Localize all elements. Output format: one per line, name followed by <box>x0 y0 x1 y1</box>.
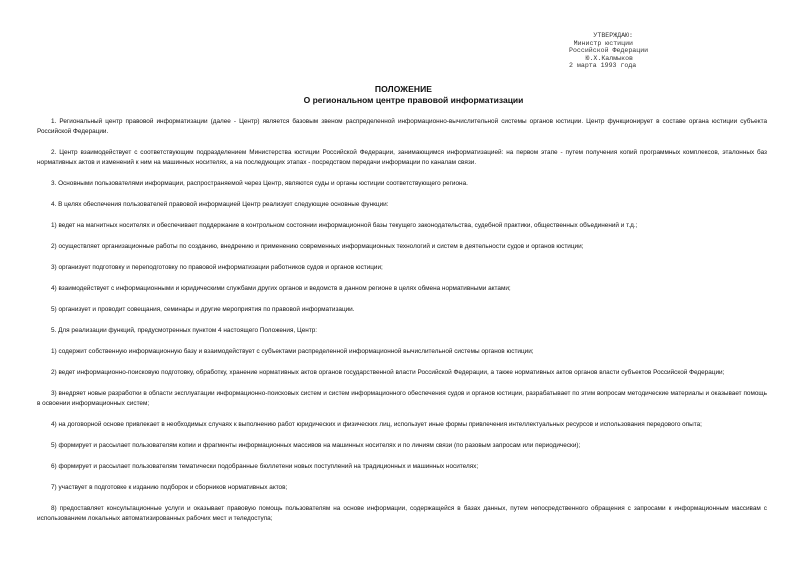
paragraph: 2. Центр взаимодействует с соответствующим подразделением Министерства юстиции Российской Федерации, занимающимся информатизацией: на первом этапе - путем получения копий программных комплексов, эталонных баз нормативных актов и изменений к ним на машинных носителях, а на последующих этапах - посредством передачи информации по каналам связи. <box>37 149 767 166</box>
paragraph: 1) содержит собственную информационную базу и взаимодействует с субъектами распределенной информационной вычислительной системы органов юстиции; <box>51 348 534 355</box>
paragraph: 2) ведет информационно-поисковую подготовку, обработку, хранение нормативных актов органов государственной власти Российской Федерации, а также нормативных актов органов власти субъектов Российской Федерации; <box>51 369 725 376</box>
paragraph: 4. В целях обеспечения пользователей правовой информацией Центр реализует следующие основные функции: <box>51 201 389 208</box>
paragraph: 2) осуществляет организационные работы по созданию, внедрению и применению современных информационных технологий и систем в деятельности судов и органов юстиции; <box>51 243 584 250</box>
paragraph: 7) участвует в подготовке к изданию подборок и сборников нормативных актов; <box>51 484 288 491</box>
paragraph: 8) предоставляет консультационные услуги и оказывает правовую помощь пользователям на основе информации, содержащейся в базах данных, путем непосредственного обращения с запросами к информационным массивам с использованием локальных автоматизированных рабочих мест и теледоступа; <box>37 505 767 522</box>
paragraph: 4) взаимодействует с информационными и юридическими службами других органов и ведомств в данном регионе в целях обмена нормативными актами; <box>51 285 511 292</box>
document-subtitle: О региональном центре правовой информатизации <box>303 95 524 105</box>
paragraph: 5. Для реализации функций, предусмотренных пунктом 4 настоящего Положения, Центр: <box>51 327 318 334</box>
approval-line: Министр юстиции <box>573 39 633 47</box>
approval-line: УТВЕРЖДАЮ: <box>593 32 633 39</box>
paragraph: 1. Региональный центр правовой информатизации (далее - Центр) является базовым звеном распределенной информационно-вычислительной системы органов юстиции. Центр функционирует в составе органа юстиции субъекта Российской Федерации. <box>37 118 767 135</box>
title-block <box>0 84 807 106</box>
paragraph: 6) формирует и рассылает пользователям тематически подобранные бюллетени новых поступлений на традиционных и машинных носителях; <box>51 463 479 470</box>
approval-line: Российской Федерации <box>569 47 649 55</box>
paragraph: 3) внедряет новые разработки в области эксплуатации информационно-поисковых систем и систем информационного обеспечения судов и органов юстиции, разрабатывает по этим вопросам методические материалы и оказывает помощь в освоении информационных систем; <box>37 390 767 407</box>
document-body <box>37 117 767 535</box>
approval-line: 2 марта 1993 года <box>569 62 637 70</box>
paragraph: 5) организует и проводит совещания, семинары и другие мероприятия по правовой информатизации. <box>51 306 355 313</box>
paragraph: 4) на договорной основе привлекает в необходимых случаях к выполнению работ юридических и физических лиц, использует иные формы привлечения интеллектуальных ресурсов и использования передового опыта; <box>51 421 702 428</box>
document-title: ПОЛОЖЕНИЕ <box>374 84 433 94</box>
paragraph: 3. Основными пользователями информации, распространяемой через Центр, являются суды и органы юстиции соответствующего региона. <box>51 180 468 187</box>
paragraph: 3) организует подготовку и переподготовку по правовой информатизации работников судов и органов юстиции; <box>51 264 383 271</box>
approval-line: Ю.Х.Калмыков <box>585 54 633 62</box>
paragraph: 5) формирует и рассылает пользователям копии и фрагменты информационных массивов на машинных носителях и по линиям связи (по разовым запросам или периодически); <box>51 442 581 449</box>
paragraph: 1) ведет на магнитных носителях и обеспечивает поддержание в контрольном состоянии информационной базы текущего законодательства, судебной практики, общественных объединений и т.д.; <box>51 222 638 229</box>
approval-stamp <box>569 32 649 70</box>
